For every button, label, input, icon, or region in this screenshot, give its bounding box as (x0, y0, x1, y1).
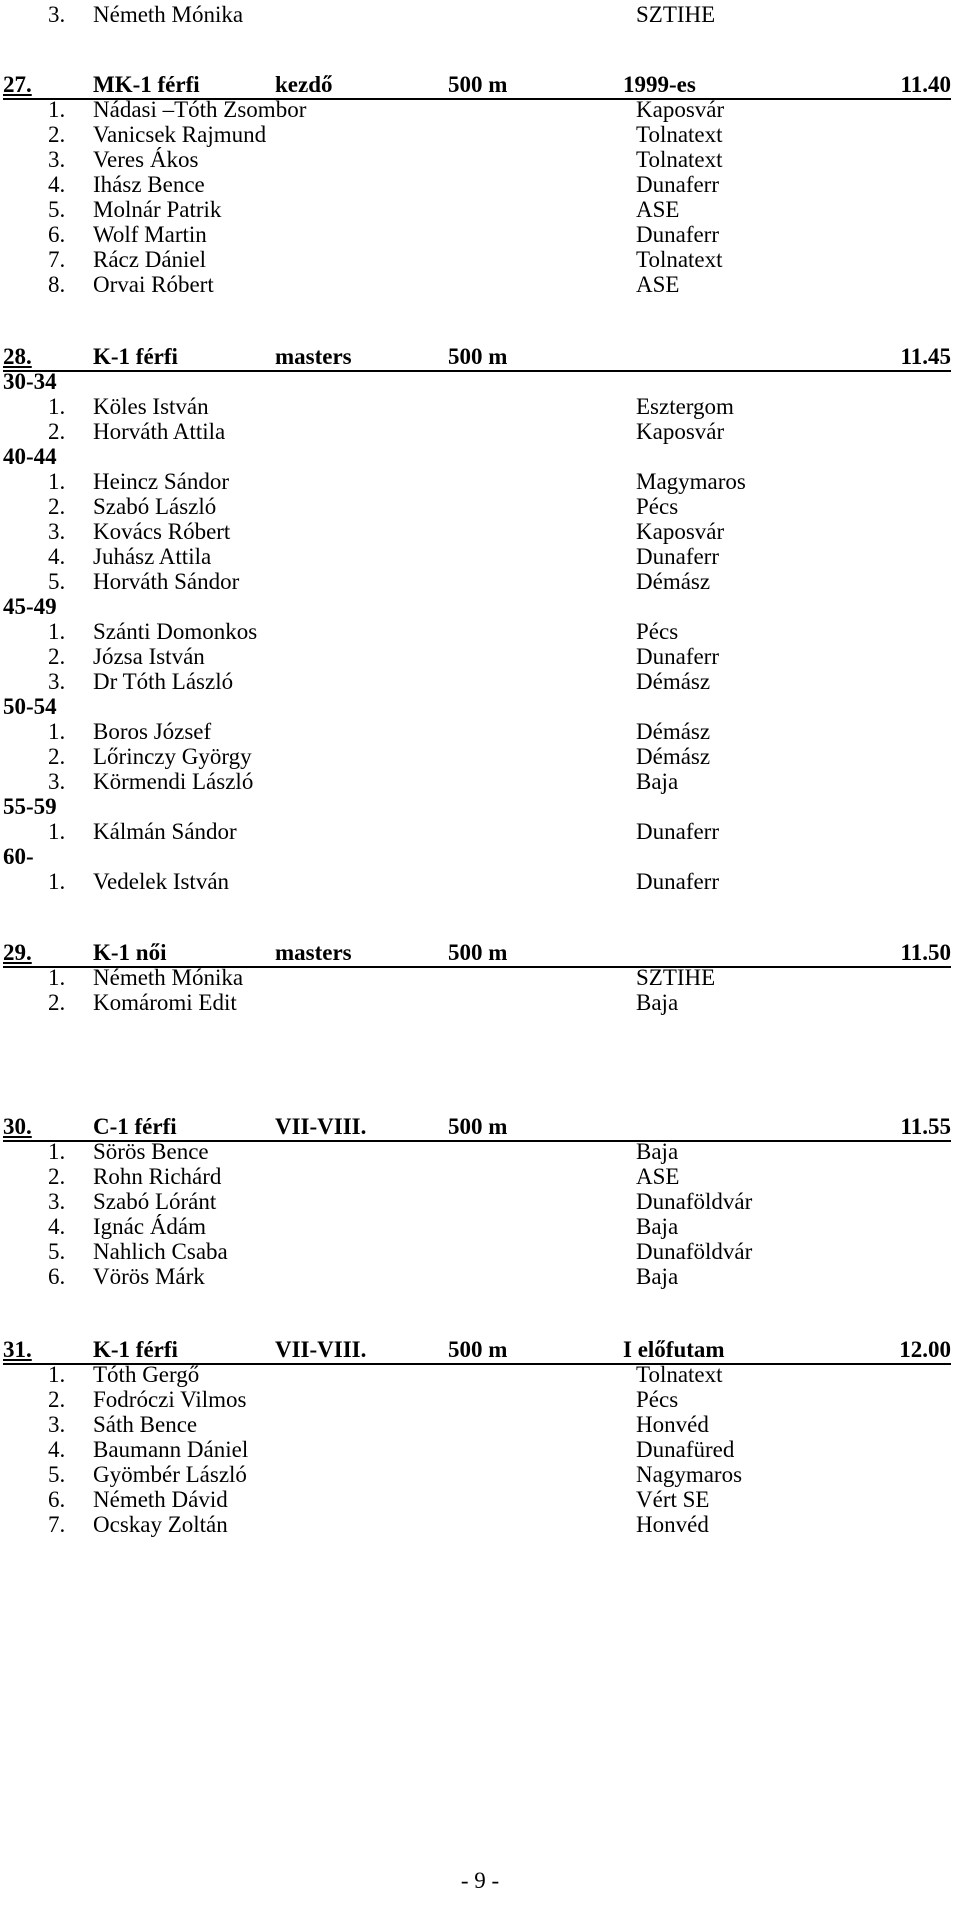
competitor-name: Ignác Ádám (93, 1214, 207, 1239)
club-name: Dunafüred (636, 1437, 735, 1462)
competitor-name: Boros József (93, 719, 212, 744)
club-name: Baja (636, 1139, 679, 1164)
competitor-name: Lőrinczy György (93, 744, 252, 769)
club-name: Dunaferr (636, 172, 720, 197)
club-name: Pécs (636, 1387, 679, 1412)
competitor-name: Rácz Dániel (93, 247, 207, 272)
entry-number: 3. (48, 519, 66, 544)
entry-number: 3. (48, 669, 66, 694)
club-name: Baja (636, 1214, 679, 1239)
event-category: masters (275, 940, 352, 965)
event-time: 11.45 (900, 344, 951, 369)
event-distance: 500 m (448, 344, 508, 369)
club-name: Dunaferr (636, 222, 720, 247)
club-name: Démász (636, 669, 711, 694)
event-distance: 500 m (448, 1337, 508, 1362)
club-name: Tolnatext (636, 1362, 723, 1387)
competitor-name: Szánti Domonkos (93, 619, 258, 644)
entry-number: 6. (48, 1264, 66, 1289)
club-name: Magymaros (636, 469, 746, 494)
entry-number: 3. (48, 1412, 66, 1437)
competitor-name: Wolf Martin (93, 222, 207, 247)
entry-number: 2. (48, 1387, 66, 1412)
event-category: masters (275, 344, 352, 369)
entry-number: 6. (48, 1487, 66, 1512)
event-boat: C-1 férfi (93, 1114, 177, 1139)
event-number: 28. (3, 344, 32, 369)
competitor-name: Juhász Attila (93, 544, 212, 569)
competitor-name: Ihász Bence (93, 172, 205, 197)
club-name: Kaposvár (636, 97, 725, 122)
entry-number: 3. (48, 1189, 66, 1214)
club-name: Pécs (636, 619, 679, 644)
club-name: SZTIHE (636, 2, 716, 27)
competitor-name: Fodróczi Vilmos (93, 1387, 247, 1412)
competitor-name: Józsa István (93, 644, 205, 669)
entry-number: 2. (48, 744, 66, 769)
club-name: Kaposvár (636, 419, 725, 444)
entry-number: 1. (48, 965, 66, 990)
entry-number: 8. (48, 272, 66, 297)
entry-number: 1. (48, 469, 66, 494)
competitor-name: Horváth Attila (93, 419, 226, 444)
event-time: 11.55 (900, 1114, 951, 1139)
entry-number: 5. (48, 197, 66, 222)
club-name: Dunaföldvár (636, 1189, 753, 1214)
competitor-name: Vanicsek Rajmund (93, 122, 267, 147)
age-group-label: 55-59 (3, 794, 57, 819)
competitor-name: Heincz Sándor (93, 469, 230, 494)
event-extra: I előfutam (623, 1337, 725, 1362)
entry-number: 1. (48, 394, 66, 419)
event-category: VII-VIII. (275, 1337, 367, 1362)
competitor-name: Szabó László (93, 494, 217, 519)
event-boat: K-1 férfi (93, 344, 178, 369)
entry-number: 7. (48, 247, 66, 272)
entry-number: 1. (48, 719, 66, 744)
event-number: 30. (3, 1114, 32, 1139)
competitor-name: Rohn Richárd (93, 1164, 222, 1189)
entry-number: 2. (48, 1164, 66, 1189)
age-group-label: 40-44 (3, 444, 57, 469)
club-name: Dunaferr (636, 544, 720, 569)
competitor-name: Vedelek István (93, 869, 230, 894)
club-name: Dunaferr (636, 869, 720, 894)
club-name: Dunaferr (636, 644, 720, 669)
event-boat: K-1 női (93, 940, 167, 965)
event-number: 29. (3, 940, 32, 965)
competitor-name: Veres Ákos (93, 147, 199, 172)
competitor-name: Körmendi László (93, 769, 254, 794)
entry-number: 4. (48, 544, 66, 569)
club-name: Démász (636, 744, 711, 769)
entry-number: 4. (48, 1214, 66, 1239)
event-distance: 500 m (448, 940, 508, 965)
competitor-name: Baumann Dániel (93, 1437, 249, 1462)
entry-number: 2. (48, 644, 66, 669)
competitor-name: Németh Mónika (93, 2, 244, 27)
event-number: 31. (3, 1337, 32, 1362)
club-name: Honvéd (636, 1512, 709, 1537)
club-name: ASE (636, 1164, 680, 1189)
club-name: Nagymaros (636, 1462, 743, 1487)
club-name: SZTIHE (636, 965, 716, 990)
club-name: Baja (636, 990, 679, 1015)
event-category: VII-VIII. (275, 1114, 367, 1139)
entry-number: 1. (48, 1362, 66, 1387)
entry-number: 2. (48, 990, 66, 1015)
club-name: Baja (636, 769, 679, 794)
entry-number: 1. (48, 619, 66, 644)
club-name: Honvéd (636, 1412, 709, 1437)
competitor-name: Gyömbér László (93, 1462, 247, 1487)
club-name: ASE (636, 197, 680, 222)
entry-number: 5. (48, 569, 66, 594)
entry-number: 3. (48, 769, 66, 794)
event-number: 27. (3, 72, 32, 97)
club-name: Baja (636, 1264, 679, 1289)
entry-number: 5. (48, 1462, 66, 1487)
club-name: Kaposvár (636, 519, 725, 544)
age-group-label: 45-49 (3, 594, 57, 619)
age-group-label: 30-34 (3, 369, 57, 394)
event-distance: 500 m (448, 72, 508, 97)
entry-number: 4. (48, 172, 66, 197)
entry-number: 2. (48, 494, 66, 519)
club-name: Dunaföldvár (636, 1239, 753, 1264)
competitor-name: Köles István (93, 394, 209, 419)
club-name: Tolnatext (636, 122, 723, 147)
entry-number: 2. (48, 122, 66, 147)
event-boat: MK-1 férfi (93, 72, 200, 97)
competitor-name: Nádasi –Tóth Zsombor (93, 97, 307, 122)
entry-number: 2. (48, 419, 66, 444)
entry-number: 6. (48, 222, 66, 247)
entry-number: 4. (48, 1437, 66, 1462)
competitor-name: Kálmán Sándor (93, 819, 237, 844)
club-name: ASE (636, 272, 680, 297)
entry-number: 1. (48, 1139, 66, 1164)
competitor-name: Dr Tóth László (93, 669, 234, 694)
competitor-name: Molnár Patrik (93, 197, 222, 222)
event-boat: K-1 férfi (93, 1337, 178, 1362)
club-name: Pécs (636, 494, 679, 519)
event-distance: 500 m (448, 1114, 508, 1139)
competitor-name: Tóth Gergő (93, 1362, 200, 1387)
competitor-name: Sörös Bence (93, 1139, 209, 1164)
competitor-name: Komáromi Edit (93, 990, 237, 1015)
club-name: Dunaferr (636, 819, 720, 844)
entry-number: 7. (48, 1512, 66, 1537)
age-group-label: 50-54 (3, 694, 57, 719)
event-time: 11.50 (900, 940, 951, 965)
competitor-name: Ocskay Zoltán (93, 1512, 228, 1537)
competitor-name: Orvai Róbert (93, 272, 214, 297)
event-time: 11.40 (900, 72, 951, 97)
entry-number: 1. (48, 869, 66, 894)
competitor-name: Horváth Sándor (93, 569, 240, 594)
club-name: Démász (636, 569, 711, 594)
club-name: Démász (636, 719, 711, 744)
competitor-name: Nahlich Csaba (93, 1239, 228, 1264)
event-time: 12.00 (899, 1337, 951, 1362)
age-group-label: 60- (3, 844, 34, 869)
page-number: - 9 - (460, 1868, 500, 1893)
competitor-name: Németh Mónika (93, 965, 244, 990)
competitor-name: Vörös Márk (93, 1264, 205, 1289)
competitor-name: Sáth Bence (93, 1412, 198, 1437)
entry-number: 3. (48, 2, 66, 27)
entry-number: 1. (48, 819, 66, 844)
entry-number: 1. (48, 97, 66, 122)
event-category: kezdő (275, 72, 333, 97)
club-name: Tolnatext (636, 147, 723, 172)
club-name: Vért SE (636, 1487, 710, 1512)
club-name: Tolnatext (636, 247, 723, 272)
competitor-name: Németh Dávid (93, 1487, 228, 1512)
competitor-name: Szabó Lóránt (93, 1189, 217, 1214)
event-header (3, 342, 951, 372)
entry-number: 3. (48, 147, 66, 172)
entry-number: 5. (48, 1239, 66, 1264)
event-extra: 1999-es (623, 72, 696, 97)
club-name: Esztergom (636, 394, 734, 419)
competitor-name: Kovács Róbert (93, 519, 231, 544)
